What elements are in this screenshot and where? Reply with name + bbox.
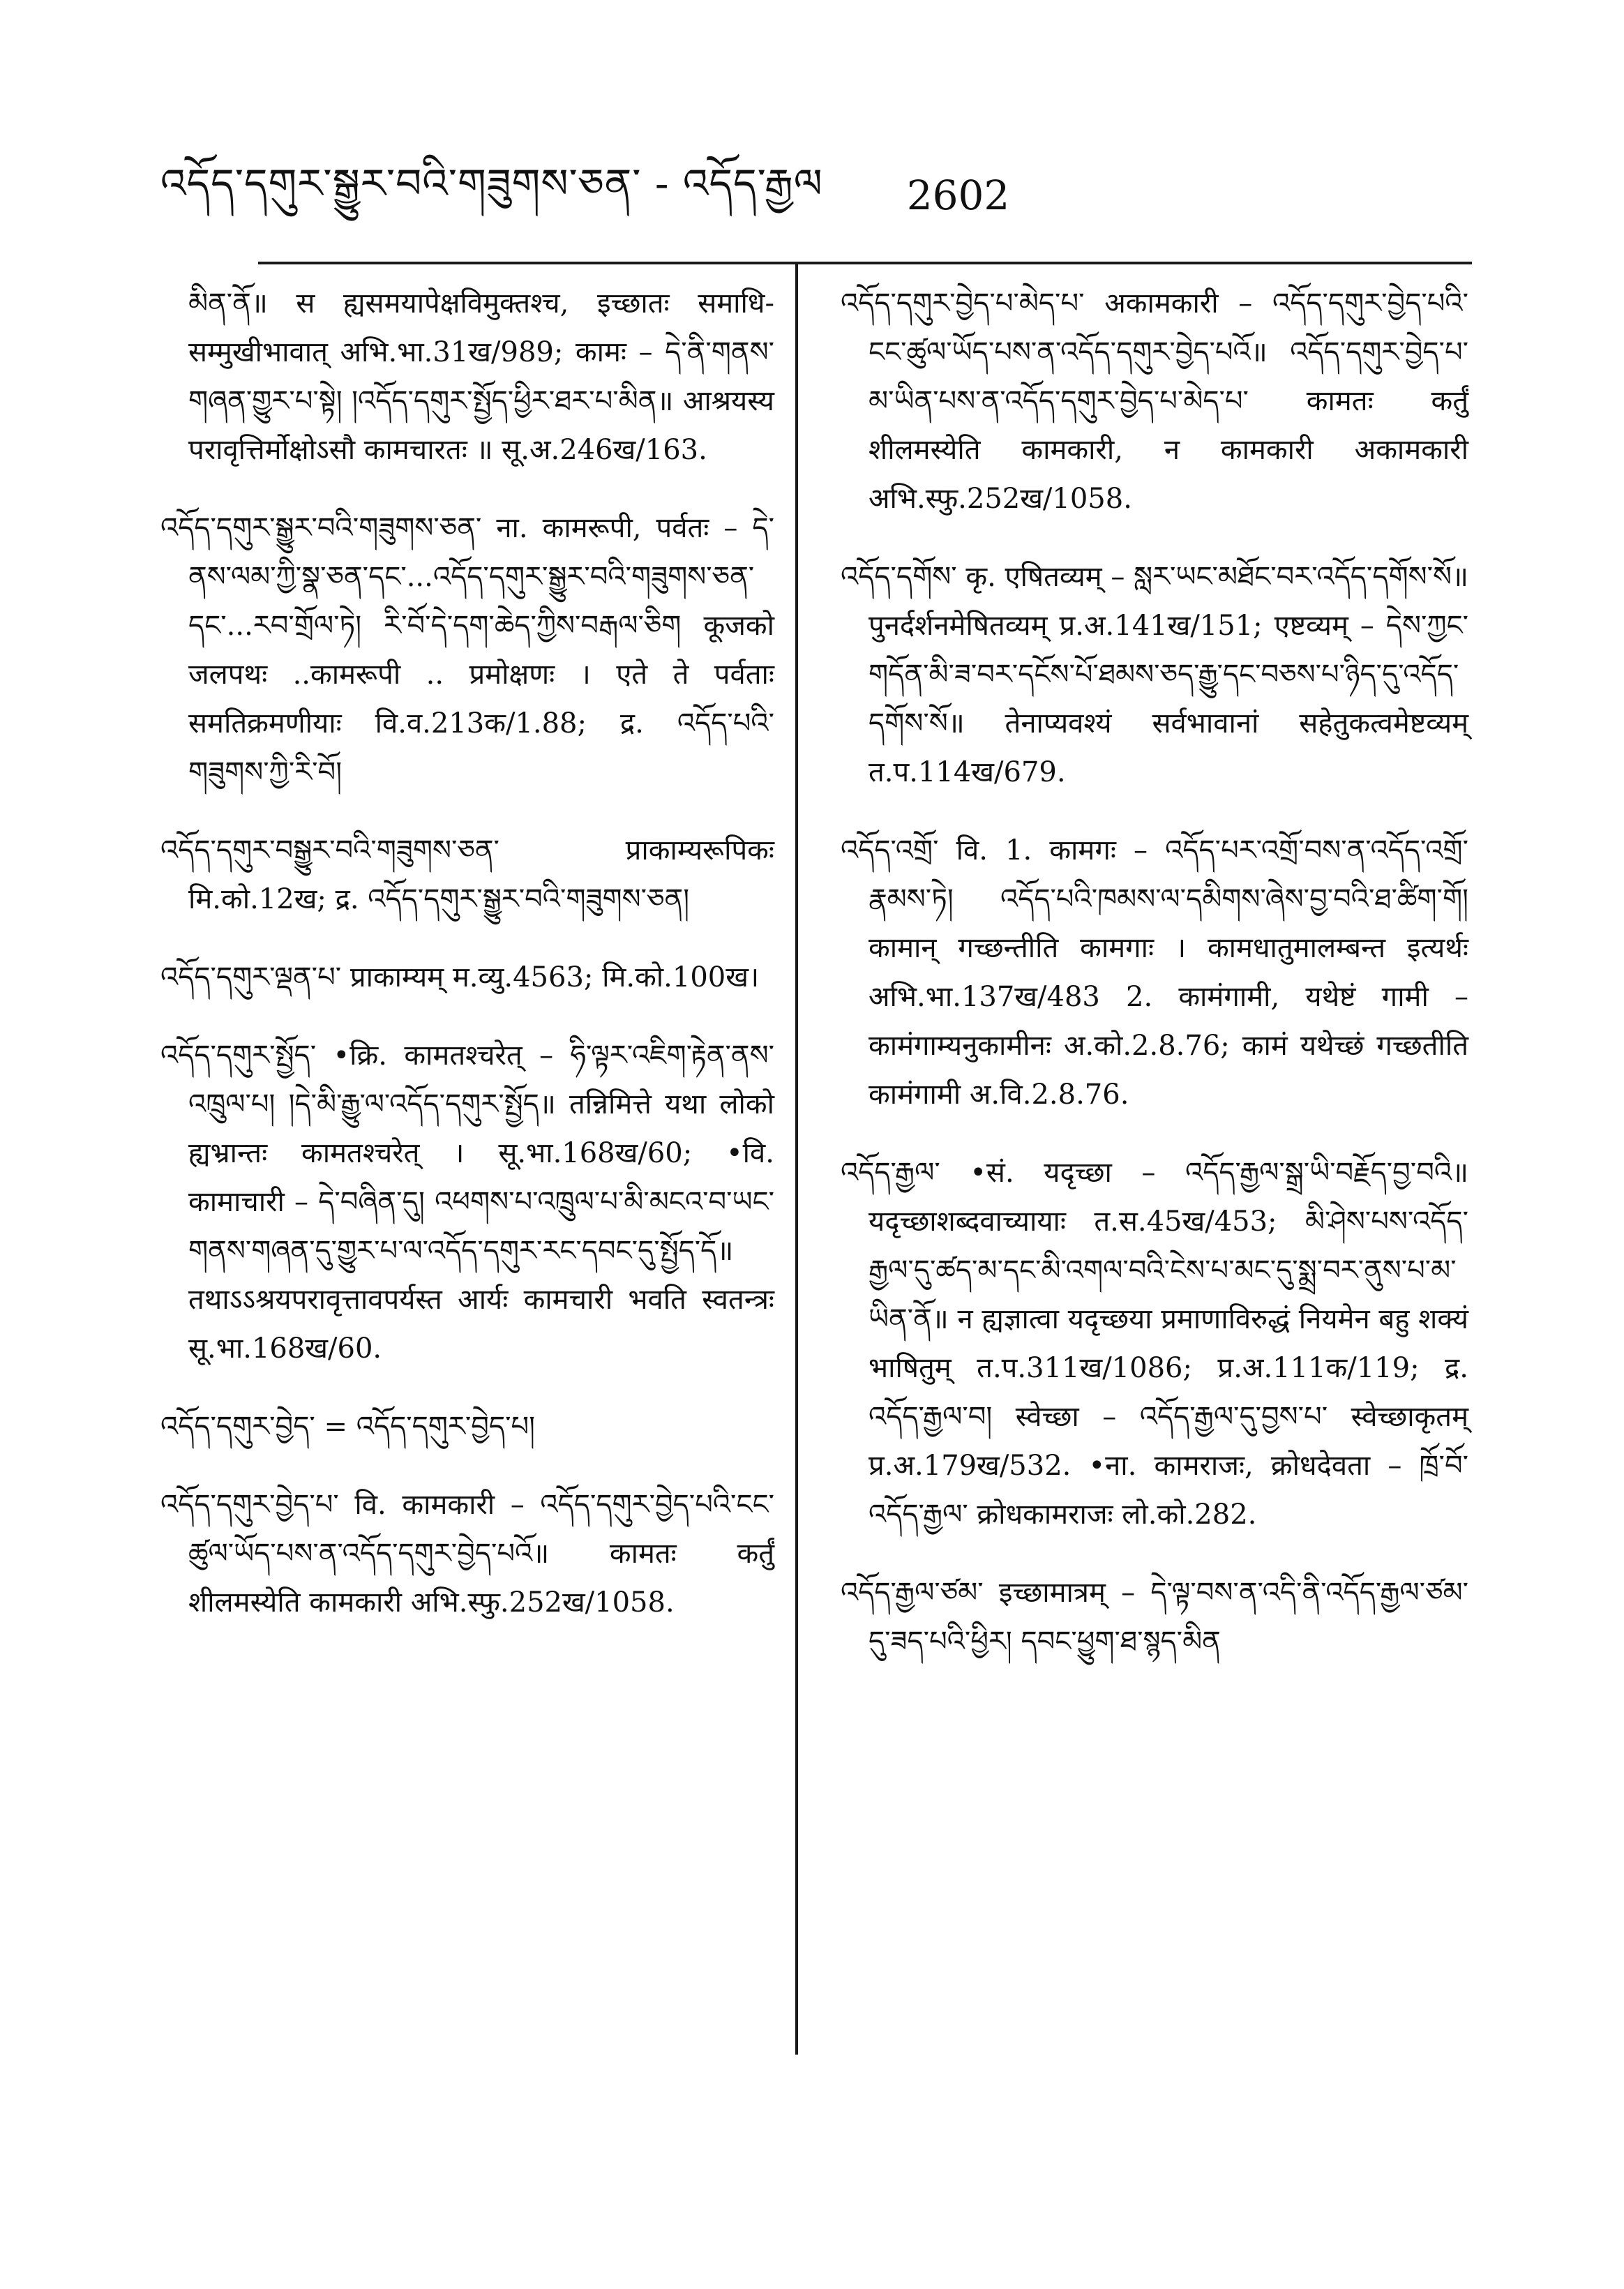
running-headword: འདོད་དགུར་སྒྱུར་བའི་གཟུགས་ཅན་ - འདོད་རྒྱལ — [160, 159, 823, 207]
entry: འདོད་དགོས་ कृ. एषितव्यम् – སླར་ཡང་མཐོང་བར་འདོད་དགོས་སོ॥ पुनर्दर्शनमेषितव्यम् प्र.अ.141ख/151; एष्टव्यम् – དེས་ཀྱང་གདོན་མི་ཟ་བར་དངོས་པོ་ཐམས་ཅད་རྒྱུ་དང་བཅས་པ་ཉིད་དུ་འདོད་དགོས་སོ॥ तेनाप्यवश्यं सर्वभावानां सहेतुकत्वमेष्टव्यम् त.प.114ख/679. — [841, 561, 1469, 788]
entry: འདོད་དགུར་བྱེད་ = འདོད་དགུར་བྱེད་པ། — [160, 1411, 535, 1443]
entry: འདོད་རྒྱལ་ཙམ་ इच्छामात्रम् – དེ་ལྟ་བས་ན་འདི་ནི་འདོད་རྒྱལ་ཙམ་དུ་ཟད་པའི་ཕྱིར། དབང་ཕྱུག་ཐ་སྙད་མིན — [841, 1577, 1468, 1658]
header-rule — [258, 262, 1472, 264]
entry: མིན་ནོ॥ स ह्यसमयापेक्षविमुक्तश्च, इच्छातः समाधि-सम्मुखीभावात् अभि.भा.31ख/989; कामः – དེ་ནི་གནས་གཞན་གྱུར་པ་སྟེ། །འདོད་དགུར་སྤྱོད་ཕྱིར་ཐར་པ་མིན॥ आश्रयस्य परावृत्तिर्मोक्षोऽसौ कामचारतः ॥ सू.अ.246ख/163. — [188, 287, 774, 466]
left-column — [160, 279, 774, 1656]
entry: འདོད་འགྲོ་ वि. 1. कामगः – འདོད་པར་འགྲོ་བས་ན་འདོད་འགྲོ་རྣམས་ཏེ། འདོད་པའི་ཁམས་ལ་དམིགས་ཞེས་བྱ་བའི་ཐ་ཚིག་གོ། कामान् गच्छन्तीति कामगाः । कामधातुमालम्बन्त इत्यर्थः अभि.भा.137ख/483 2. कामंगामी, यथेष्टं गामी – कामंगाम्यनुकामीनः अ.को.2.8.76; कामं यथेच्छं गच्छतीति कामंगामी अ.वि.2.8.76. — [841, 834, 1468, 1111]
entry: འདོད་རྒྱལ་ •सं. यदृच्छा – འདོད་རྒྱལ་སྒྲ་ཡི་བརྗོད་བྱ་བའི॥ यदृच्छाशब्दवाच्यायाः त.स.45ख/453; མི་ཤེས་པས་འདོད་རྒྱལ་དུ་ཚད་མ་དང་མི་འགལ་བའི་ངེས་པ་མང་དུ་སྨྲ་བར་ནུས་པ་མ་ཡིན་ནོ॥ न ह्यज्ञात्वा यदृच्छया प्रमाणाविरुद्धं नियमेन बहु शक्यं भाषितुम् त.प.311ख/1086; प्र.अ.111क/119; द्र. འདོད་རྒྱལ་བ། स्वेच्छा – འདོད་རྒྱལ་དུ་བྱས་པ་ स्वेच्छाकृतम् प्र.अ.179ख/532. •ना. कामराजः, क्रोधदेवता – ཁྲོ་བོ་འདོད་རྒྱལ་ क्रोधकामराजः लो.को.282. — [841, 1157, 1468, 1531]
entry: འདོད་དགུར་བྱེད་པ་ वि. कामकारी – འདོད་དགུར་བྱེད་པའི་ངང་ཚུལ་ཡོད་པས་ན་འདོད་དགུར་བྱེད་པའོ॥ कामतः कर्तुं शीलमस्येति कामकारी अभि.स्फु.252ख/1058. — [160, 1489, 774, 1619]
right-column — [841, 279, 1468, 1695]
page-number: 2602 — [906, 172, 1010, 219]
entry: འདོད་དགུར་སྤྱོད་ •क्रि. कामतश्चरेत् – ཧི་ལྟར་འཇིག་རྟེན་ནས་འཁྲུལ་པ། །དེ་མི་རྒྱུ་ལ་འདོད་དགུར་སྤྱོད॥ तन्निमित्ते यथा लोको ह्यभ्रान्तः कामतश्चरेत् । सू.भा.168ख/60; •वि. कामाचारी – དེ་བཞིན་དུ། འཕགས་པ་འཁྲུལ་པ་མི་མངའ་བ་ཡང་གནས་གཞན་དུ་གྱུར་པ་ལ་འདོད་དགུར་རང་དབང་དུ་སྤྱོད་དོ॥ तथाऽऽश्रयपरावृत्तावपर्यस्त आर्यः कामचारी भवति स्वतन्त्रः सू.भा.168ख/60. — [160, 1040, 774, 1365]
entry: འདོད་དགུར་ལྡན་པ་ प्राकाम्यम् म.व्यु.4563; मि.को.100ख। — [160, 961, 760, 993]
entry: འདོད་དགུར་སྒྱུར་བའི་གཟུགས་ཅན་ ना. कामरूपी, पर्वतः – དེ་ནས་ལམ་ཀྱི་སྣ་ཅན་དང་...འདོད་དགུར་སྒྱུར་བའི་གཟུགས་ཅན་དང་...རབ་གྲོལ་ཏེ། རི་བོ་དེ་དག་ཆེད་ཀྱིས་བརྒལ་ཅིག कूजको जलपथः ..कामरूपी .. प्रमोक्षणः । एते ते पर्वताः समतिक्रमणीयाः वि.व.213क/1.88; द्र. འདོད་པའི་གཟུགས་ཀྱི་རི་བོ། — [160, 512, 774, 788]
entry: འདོད་དགུར་བསྒྱུར་བའི་གཟུགས་ཅན་ प्राकाम्यरूपिकः मि.को.12ख; द्र. འདོད་དགུར་སྒྱུར་བའི་གཟུགས་ཅན། — [160, 834, 774, 915]
page-header — [160, 157, 1486, 234]
entry: འདོད་དགུར་བྱེད་པ་མེད་པ་ अकामकारी – འདོད་དགུར་བྱེད་པའི་ངང་ཚུལ་ཡོད་པས་ན་འདོད་དགུར་བྱེད་པའོ॥ འདོད་དགུར་བྱེད་པ་མ་ཡིན་པས་ན་འདོད་དགུར་བྱེད་པ་མེད་པ་ कामतः कर्तुं शीलमस्येति कामकारी, न कामकारी अकामकारी अभि.स्फु.252ख/1058. — [841, 287, 1468, 515]
column-divider — [795, 262, 798, 2055]
